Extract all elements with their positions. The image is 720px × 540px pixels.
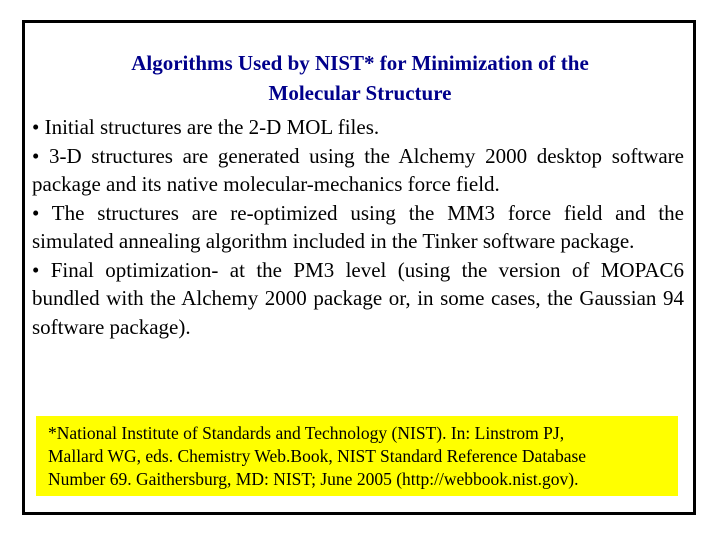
citation-line-3: Number 69. Gaithersburg, MD: NIST; June 2005 (http://webbook.nist.gov). (48, 469, 579, 489)
citation-line-1: *National Institute of Standards and Technology (NIST). In: Linstrom PJ, (48, 423, 565, 443)
bullet-item-final-optimization: • Final optimization- at the PM3 level (using the version of MOPAC6 bundled with the Alchemy 2000 package or, in some cases, the Gaussian 94 software package). (32, 257, 684, 339)
slide-title-line-2: Molecular Structure (268, 81, 452, 105)
bullet-item-initial-structures: • Initial structures are the 2-D MOL files. (32, 115, 380, 139)
citation-line-2: Mallard WG, eds. Chemistry Web.Book, NIST Standard Reference Database (48, 446, 587, 466)
slide-title-line-1: Algorithms Used by NIST* for Minimization of the (131, 51, 589, 75)
bullet-item-re-optimization: • The structures are re-optimized using the MM3 force field and the simulated annealing algorithm included in the Tinker software package. (32, 200, 684, 253)
bullet-item-3d-structures: • 3-D structures are generated using the Alchemy 2000 desktop software package and its native molecular-mechanics force field. (32, 143, 684, 196)
citation-footnote (36, 416, 678, 496)
slide-title (40, 48, 680, 108)
bullet-list (32, 113, 684, 341)
